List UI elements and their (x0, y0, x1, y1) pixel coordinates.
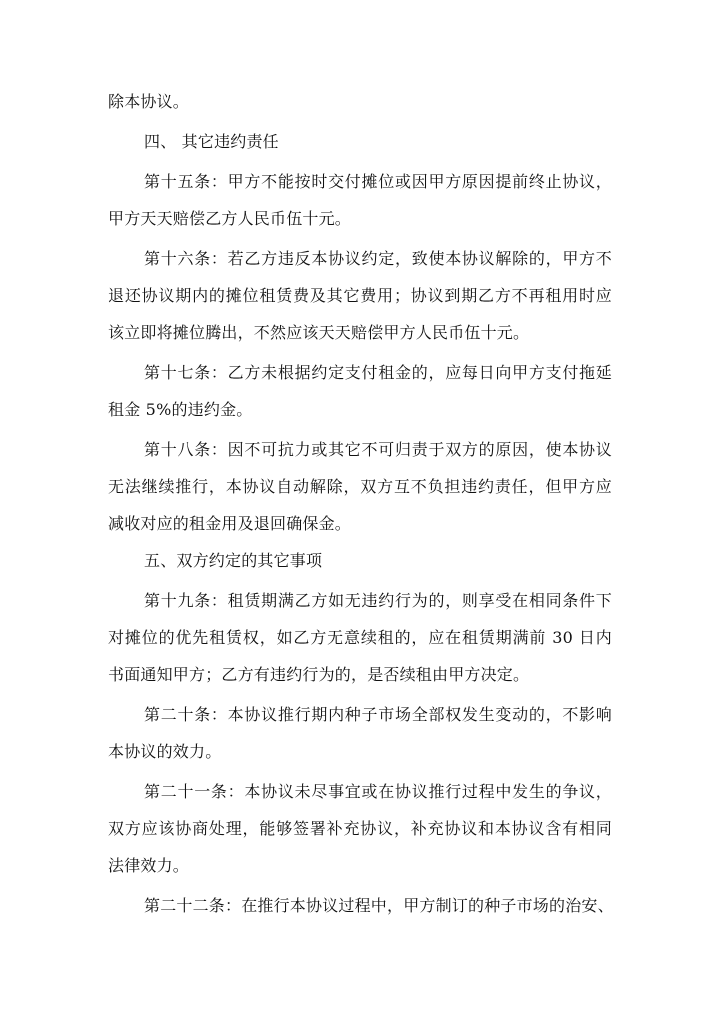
article-21-line-3: 法律效力。 (108, 856, 190, 875)
article-21-line-1: 第二十一条：本协议未尽事宜或在协议推行过程中发生的争议， (144, 782, 612, 801)
section-heading-5: 五、双方约定的其它事项 (144, 551, 323, 570)
article-17-line-2: 租金 5%的违约金。 (108, 400, 253, 419)
article-18-line-2: 无法继续推行，本协议自动解除，双方互不负担违约责任，但甲方应 (108, 477, 612, 496)
article-16-line-2: 退还协议期内的摊位租赁费及其它费用；协议到期乙方不再租用时应 (108, 286, 612, 305)
article-20-line-1: 第二十条：本协议推行期内种子市场全部权发生变动的，不影响 (144, 705, 612, 724)
article-20-line-2: 本协议的效力。 (108, 742, 222, 761)
article-19-line-2: 对摊位的优先租赁权，如乙方无意续租的，应在租赁期满前 30 日内 (108, 628, 612, 647)
article-15-line-1: 第十五条：甲方不能按时交付摊位或因甲方原因提前终止协议， (144, 172, 612, 191)
article-16-line-1: 第十六条：若乙方违反本协议约定，致使本协议解除的，甲方不 (144, 249, 612, 268)
article-16-line-3: 该立即将摊位腾出，不然应该天天赔偿甲方人民币伍十元。 (108, 323, 530, 342)
article-18-line-1: 第十八条：因不可抗力或其它不可归责于双方的原因，使本协议 (144, 440, 612, 459)
article-22-line-1: 第二十二条：在推行本协议过程中，甲方制订的种子市场的治安、 (144, 896, 614, 915)
article-19-line-1: 第十九条：租赁期满乙方如无违约行为的，则享受在相同条件下 (144, 591, 612, 610)
article-17-line-1: 第十七条：乙方未根据约定支付租金的，应每日向甲方支付拖延 (144, 363, 612, 382)
article-15-line-2: 甲方天天赔偿乙方人民币伍十元。 (108, 209, 352, 228)
article-19-line-3: 书面通知甲方；乙方有违约行为的，是否续租由甲方决定。 (108, 665, 530, 684)
text-line-1: 除本协议。 (108, 92, 190, 111)
section-heading-4: 四、 其它违约责任 (144, 132, 279, 151)
article-21-line-2: 双方应该协商处理，能够签署补充协议，补充协议和本协议含有相同 (108, 819, 612, 838)
article-18-line-3: 减收对应的租金用及退回确保金。 (108, 514, 352, 533)
